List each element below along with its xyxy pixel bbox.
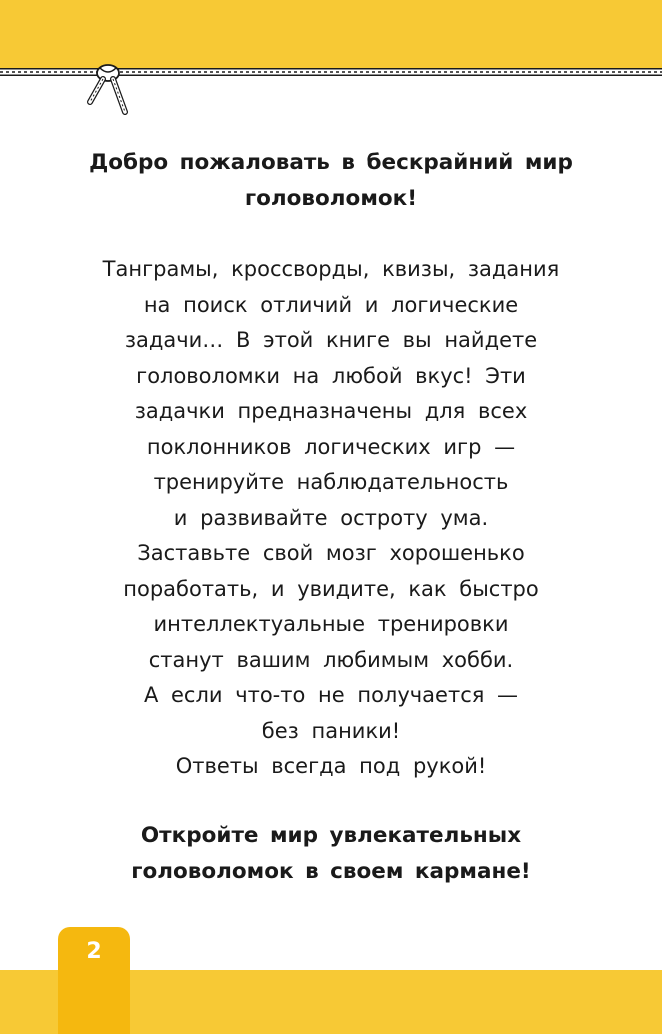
heading-line: головоломок в своем кармане! <box>131 859 531 884</box>
page-number: 2 <box>86 939 102 964</box>
heading-line: Откройте мир увлекательных <box>140 823 522 848</box>
top-yellow-band <box>0 0 662 70</box>
paragraph-line: станут вашим любимым хобби. <box>148 647 514 672</box>
rope-knot-icon <box>0 62 662 122</box>
paragraph-line: и развивайте остроту ума. <box>173 505 489 530</box>
paragraph-line: поклонников логических игр — <box>146 434 516 459</box>
paragraph-line: задачки предназначены для всех <box>134 399 528 423</box>
paragraph-line: Заставьте свой мозг хорошенько <box>137 541 525 565</box>
welcome-heading <box>40 145 622 217</box>
closing-heading <box>40 818 622 890</box>
paragraph-line: Танграмы, кроссворды, квизы, задания <box>102 257 560 281</box>
paragraph-line: без паники! <box>261 718 401 743</box>
paragraph-line: тренируйте наблюдательность <box>153 470 509 494</box>
paragraph-line: Ответы всегда под рукой! <box>175 754 487 778</box>
heading-line: Добро пожаловать в бескрайний мир <box>89 150 573 175</box>
paragraph-line: на поиск отличий и логические <box>143 292 519 317</box>
paragraph-line: интеллектуальные тренировки <box>153 612 509 636</box>
paragraph-line: поработать, и увидите, как быстро <box>123 576 539 601</box>
intro-paragraph <box>40 252 622 785</box>
paragraph-line: А если что-то не получается — <box>143 683 519 707</box>
page-number-tab <box>58 927 130 1034</box>
paragraph-line: задачи… В этой книге вы найдете <box>124 328 538 352</box>
heading-line: головоломок! <box>244 186 418 211</box>
paragraph-line: головоломки на любой вкус! Эти <box>136 363 526 388</box>
